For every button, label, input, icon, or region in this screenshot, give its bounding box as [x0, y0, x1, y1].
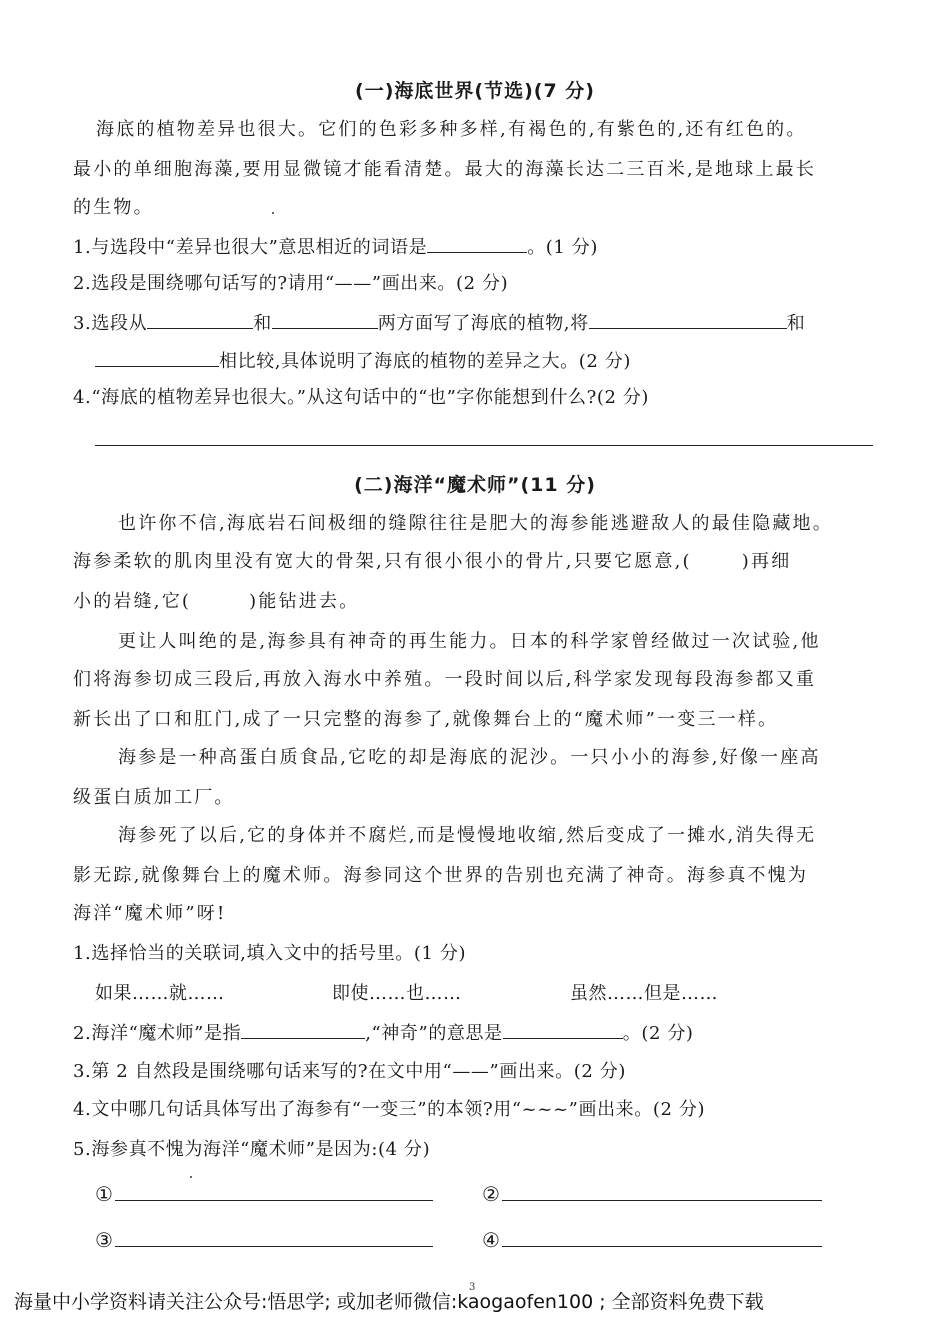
section2-p4-line-2: 影无踪,就像舞台上的魔术师。海参同这个世界的告别也充满了神奇。海参真不愧为 — [73, 865, 809, 886]
s1-question-1 — [73, 234, 598, 260]
marker-2: ② — [482, 1182, 500, 1206]
s1-q3-text-c: 两方面写了海底的植物,将 — [377, 313, 589, 334]
s1-q3-text-d: 和 — [786, 313, 806, 334]
s1-q3-blank-3[interactable] — [589, 310, 787, 329]
section2-p1-line-1: 也许你不信,海底岩石间极细的缝隙往往是肥大的海参能逃避敌人的最佳隐藏地。 — [118, 513, 833, 534]
p1-line3-text-a: 小的岩缝,它( — [73, 591, 192, 612]
marker-3: ③ — [95, 1228, 113, 1252]
s1-q3-text-a: 3.选段从 — [73, 313, 148, 334]
s2-q2-text-a: 2.海洋“魔术师”是指 — [73, 1023, 242, 1044]
s2-question-2 — [73, 1020, 694, 1046]
option-jishi-ye[interactable]: 即使……也…… — [332, 983, 462, 1004]
option-ruguo-jiu[interactable]: 如果……就…… — [95, 983, 225, 1004]
section1-passage-line-1: 海底的植物差异也很大。它们的色彩多种多样,有褐色的,有紫色的,还有红色的。 — [96, 119, 807, 140]
s1-question-3-cont — [95, 348, 631, 374]
section2-p2-line-1: 更让人叫绝的是,海参具有神奇的再生能力。日本的科学家曾经做过一次试验,他 — [118, 631, 821, 652]
section2-p1-line-3 — [73, 590, 359, 614]
s1-question-2: 2.选段是围绕哪句话写的?请用“——”画出来。(2 分) — [73, 273, 509, 294]
section2-title: (二)海洋“魔术师”(11 分) — [354, 474, 596, 496]
marker-4: ④ — [482, 1228, 500, 1252]
s2-q5-answer-3[interactable] — [95, 1226, 433, 1252]
section2-p4-line-1: 海参死了以后,它的身体并不腐烂,而是慢慢地收缩,然后变成了一摊水,消失得无 — [118, 825, 817, 846]
p1-line2-text-a: 海参柔软的肌肉里没有宽大的骨架,只有很小很小的骨片,只要它愿意,( — [73, 551, 692, 572]
s1-q3-text-b: 和 — [253, 313, 272, 334]
s1-q1-score: 。(1 分) — [527, 237, 599, 258]
s1-q3-blank-4[interactable] — [95, 348, 219, 367]
s2-q2-text-c: 。(2 分) — [622, 1023, 694, 1044]
section2-p1-line-2 — [73, 550, 791, 574]
scan-speck — [272, 212, 274, 214]
page-number: 3 — [469, 1282, 476, 1293]
section2-p2-line-2: 们将海参切成三段后,再放入海水中养殖。一段时间以后,科学家发现每段海参都又重 — [73, 669, 817, 690]
p1-line3-text-b: )能钻进去。 — [249, 591, 360, 612]
option-suiran-danshi[interactable]: 虽然……但是…… — [570, 983, 718, 1004]
s2-q5-line-3[interactable] — [115, 1226, 433, 1247]
s1-q1-blank[interactable] — [427, 234, 527, 253]
s1-q3-blank-1[interactable] — [147, 310, 253, 329]
s2-q5-line-2[interactable] — [502, 1180, 822, 1201]
s2-q5-answer-2[interactable] — [482, 1180, 822, 1206]
s2-q2-blank-1[interactable] — [241, 1020, 365, 1039]
s1-question-3 — [73, 310, 805, 336]
section1-title: (一)海底世界(节选)(7 分) — [355, 80, 595, 102]
section2-p3-line-2: 级蛋白质加工厂。 — [73, 787, 235, 808]
s1-q3-text-e: 相比较,具体说明了海底的植物的差异之大。(2 分) — [219, 351, 631, 372]
section2-p3-line-1: 海参是一种高蛋白质食品,它吃的却是海底的泥沙。一只小小的海参,好像一座高 — [118, 747, 821, 768]
s2-q5-answer-1[interactable] — [95, 1180, 433, 1206]
s2-question-3: 3.第 2 自然段是围绕哪句话来写的?在文中用“——”画出来。(2 分) — [73, 1061, 626, 1082]
footer-notice: 海量中小学资料请关注公众号:悟思学; 或加老师微信:kaogaofen100 ; 全部资料免费下载 — [14, 1291, 764, 1313]
s2-q5-line-1[interactable] — [115, 1180, 433, 1201]
s2-q2-text-b: ,“神奇”的意思是 — [365, 1023, 503, 1044]
section1-passage-line-3: 的生物。 — [73, 197, 154, 218]
s1-question-4: 4.“海底的植物差异也很大。”从这句话中的“也”字你能想到什么?(2 分) — [73, 387, 650, 408]
s2-question-4: 4.文中哪几句话具体写出了海参有“一变三”的本领?用“~~~”画出来。(2 分) — [73, 1099, 706, 1120]
scan-speck — [190, 1176, 192, 1178]
section1-passage-line-2: 最小的单细胞海藻,要用显微镜才能看清楚。最大的海藻长达二三百米,是地球上最长 — [73, 159, 817, 180]
s2-q2-blank-2[interactable] — [503, 1020, 623, 1039]
s2-question-1: 1.选择恰当的关联词,填入文中的括号里。(1 分) — [73, 943, 467, 964]
section2-p4-line-3: 海洋“魔术师”呀! — [73, 903, 227, 924]
s1-q3-blank-2[interactable] — [272, 310, 378, 329]
s1-q4-answer-line[interactable] — [95, 444, 873, 446]
s2-question-5: 5.海参真不愧为海洋“魔术师”是因为:(4 分) — [73, 1139, 431, 1160]
marker-1: ① — [95, 1182, 113, 1206]
s1-q1-text: 1.与选段中“差异也很大”意思相近的词语是 — [73, 237, 428, 258]
s2-q5-line-4[interactable] — [502, 1226, 822, 1247]
s2-q5-answer-4[interactable] — [482, 1226, 822, 1252]
section2-p2-line-3: 新长出了口和肛门,成了一只完整的海参了,就像舞台上的“魔术师”一变三一样。 — [73, 709, 779, 730]
p1-line2-text-b: )再细 — [741, 551, 792, 572]
